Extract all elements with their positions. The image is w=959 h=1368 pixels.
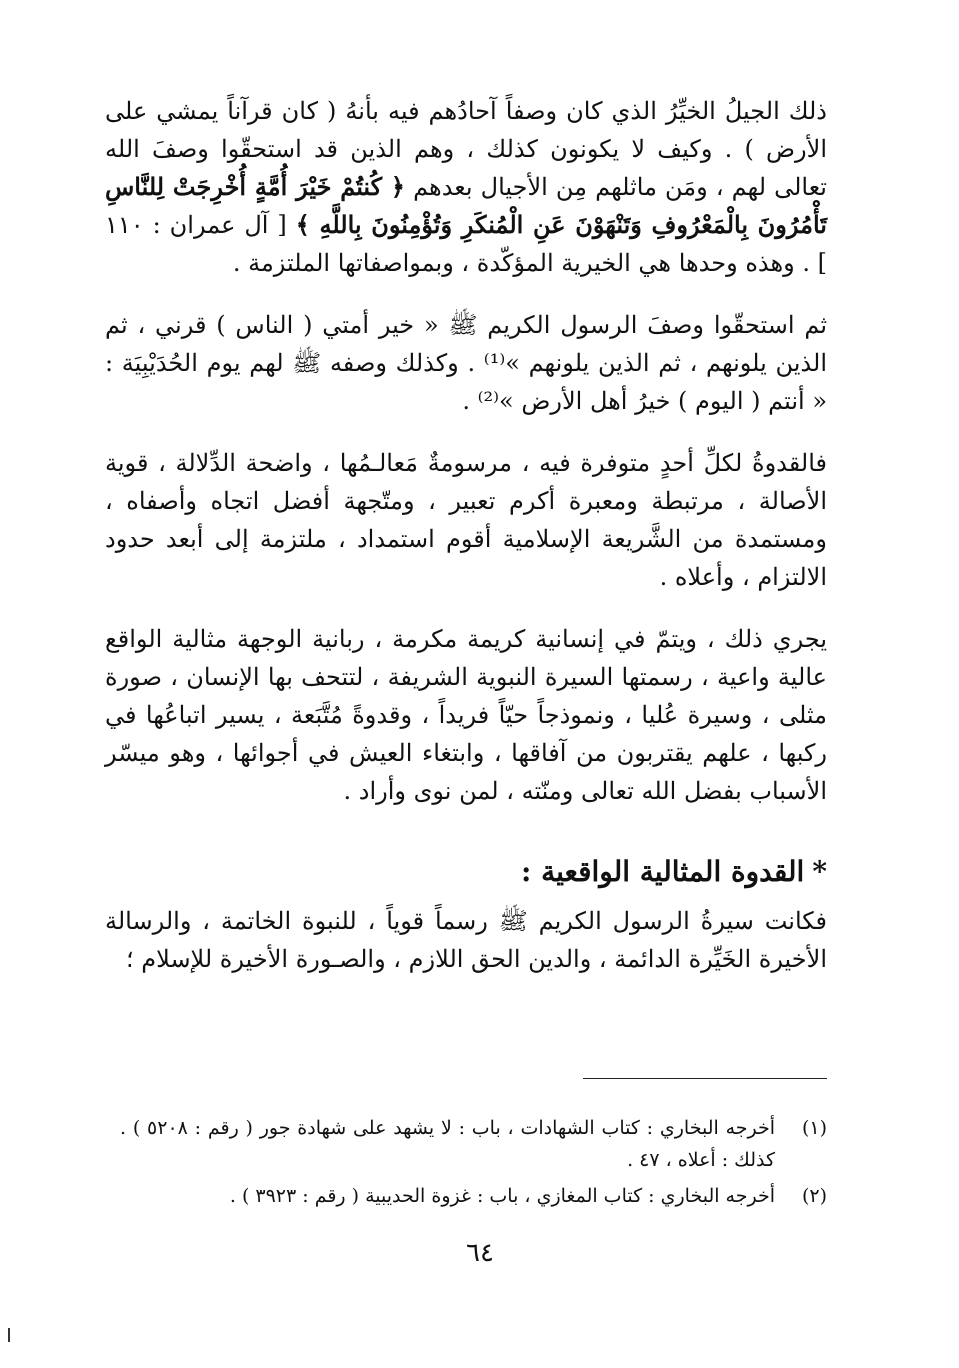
quran-verse: ﴿ كُنتُمْ خَيْرَ أُمَّةٍ أُخْرِجَتْ لِلنَّاسِ تَأْمُرُونَ بِالْمَعْرُوفِ وَتَنْهَوْنَ عَنِ الْمُنكَرِ وَتُؤْمِنُونَ بِاللَّهِ ﴾ [105, 172, 827, 239]
footnote-divider [583, 1078, 827, 1079]
paragraph-1 [105, 92, 827, 282]
footnote-1-text: أخرجه البخاري : كتاب الشهادات ، باب : لا يشهد على شهادة جور ( رقم : ٥٢٠٨ ) . كذلك : أعلاه ، ٤٧ . [120, 1117, 776, 1171]
page-body [105, 92, 827, 1002]
paragraph-1-citation: [ آل عمران : ١١٠ ] . وهذه وحدها هي الخيرية المؤكّدة ، وبمواصفاتها الملتزمة . [105, 211, 827, 277]
footnote-1 [120, 1112, 827, 1176]
paragraph-4: يجري ذلك ، ويتمّ في إنسانية كريمة مكرمة ، ربانية الوجهة مثالية الواقع عالية واعية ، رسمتها السيرة النبوية الشريفة ، لتتحف بها الإنسان ، صورة مثلى ، وسيرة عُليا ، ونموذجاً حيّاً فريداً ، وقدوةً مُتَّبَعة ، يسير اتباعُها في ركبها ، علهم يقتربون من آفاقها ، وابتغاء العيش في أجوائها ، وهو ميسّر الأسباب بفضل الله تعالى ومنّته ، لمن نوى وأراد . [105, 625, 827, 805]
section-heading [105, 852, 827, 892]
footnote-2-number: (٢) [801, 1185, 827, 1207]
paragraph-2: ثم استحقّوا وصفَ الرسول الكريم ﷺ « خير أمتي ( الناس ) قرني ، ثم الذين يلونهم ، ثم الذين يلونهم »⁽¹⁾ . وكذلك وصفه ﷺ لهم يوم الحُدَيْبِيَة : « أنتم ( اليوم ) خيرُ أهل الأرض »⁽²⁾ . [105, 311, 827, 415]
scan-edge-mark [8, 1328, 10, 1342]
footnote-2-text: أخرجه البخاري : كتاب المغازي ، باب : غزوة الحديبية ( رقم : ٣٩٢٣ ) . [229, 1185, 775, 1207]
footnote-2 [120, 1180, 827, 1212]
page-number: ٦٤ [466, 1238, 494, 1268]
paragraph-3: فالقدوةُ لكلِّ أحدٍ متوفرة فيه ، مرسومةٌ مَعالـمُها ، واضحة الدِّلالة ، قوية الأصالة ، مرتبطة ومعبرة أكرم تعبير ، ومتّجهة أفضل اتجاه وأصفاه ، ومستمدة من الشَّريعة الإسلامية أقوم استمداد ، ملتزمة إلى أبعد حدود الالتزام ، وأعلاه . [105, 449, 827, 591]
paragraph-5: فكانت سيرةُ الرسول الكريم ﷺ رسماً قوياً ، للنبوة الخاتمة ، والرسالة الأخيرة الخَيِّرة الدائمة ، والدين الحق اللازم ، والصـورة الأخيرة للإسلام ؛ [105, 907, 827, 973]
footnote-1-number: (١) [801, 1117, 827, 1139]
footnotes [120, 1112, 827, 1216]
heading-text: القدوة المثالية الواقعية : [521, 855, 805, 888]
paragraph-1-text: ذلك الجيلُ الخيِّرُ الذي كان وصفاً آحادُهم فيه بأنهُ ( كان قرآناً يمشي على الأرض ) . وكيف لا يكونون كذلك ، وهم الذين قد استحقّوا وصفَ الله تعالى لهم ، ومَن ماثلهم مِن الأجيال بعدهم [105, 97, 827, 201]
heading-star: * [812, 855, 827, 888]
